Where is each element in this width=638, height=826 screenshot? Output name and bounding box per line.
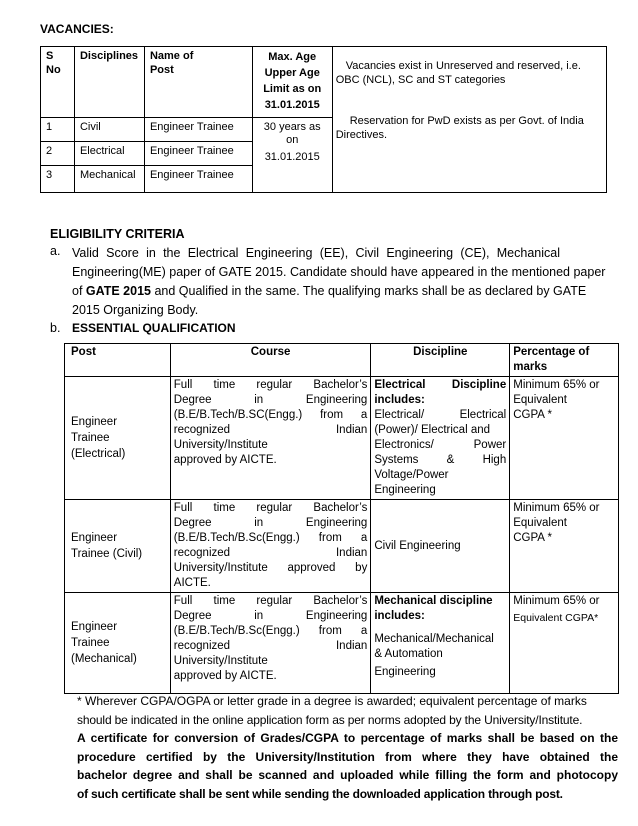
qual-course-line: recognized Indian — [173, 547, 368, 559]
qual-percentage-line: Minimum 65% or — [513, 379, 600, 391]
item-a-line: 2015 Organizing Body. — [72, 303, 199, 317]
qualification-table — [64, 343, 619, 694]
qual-course — [170, 500, 371, 593]
qualification-row — [65, 377, 619, 500]
qual-course-line: Degree in Engineering — [173, 517, 368, 529]
qual-course-line: approved by AICTE. — [173, 670, 277, 682]
header-sno-line: S — [46, 50, 54, 62]
footnote-line: should be indicated in the online application form as per norms adopted by the University/Institute. — [77, 712, 583, 727]
age-line: 30 years as — [263, 121, 321, 133]
header-post: Post — [65, 344, 171, 377]
qual-post-line: Trainee — [71, 637, 110, 649]
essential-qualification-heading: ESSENTIAL QUALIFICATION — [72, 321, 236, 335]
qual-course-line: (B.E/B.Tech/B.Sc(Engg.) from a — [173, 532, 368, 544]
note-line: Reservation for PwD exists as per Govt. of India — [349, 115, 584, 127]
item-a-text — [72, 244, 606, 320]
footnote-bold-line: bachelor degree and shall be scanned and uploaded while filling the form and photocopy — [77, 768, 618, 782]
qual-discipline-line: Systems & High — [374, 454, 507, 466]
qual-discipline-bold-line: includes: — [374, 394, 425, 406]
header-disciplines: Disciplines — [74, 47, 144, 118]
vacancy-discipline: Mechanical — [74, 166, 144, 193]
qual-course-line: Full time regular Bachelor’s — [173, 379, 368, 391]
item-a-marker: a. — [50, 244, 61, 258]
vacancies-header-row — [41, 47, 607, 118]
qual-post-line: (Electrical) — [71, 448, 126, 460]
qual-post-line: Engineer — [71, 416, 118, 428]
qual-discipline-line: Voltage/Power — [374, 469, 449, 481]
qual-course-line: recognized Indian — [173, 424, 368, 436]
qual-discipline — [371, 377, 510, 500]
header-post-line: Post — [149, 64, 174, 76]
header-sno-line: No — [46, 64, 61, 76]
footnote — [77, 692, 618, 803]
qual-discipline-bold-line: Mechanical discipline — [374, 595, 493, 607]
qual-percentage-line: Equivalent — [513, 517, 567, 529]
qual-percentage — [510, 593, 619, 694]
item-a-text-post: and Qualified in the same. The qualifying marks shall be as declared by GATE — [150, 284, 587, 298]
vacancy-post: Engineer Trainee — [144, 166, 252, 193]
qual-discipline-bold-line: Electrical Discipline — [374, 379, 507, 391]
header-post-line: Name of — [149, 50, 194, 62]
header-percentage-line: marks — [513, 361, 548, 373]
qual-course-line: Full time regular Bachelor’s — [173, 502, 368, 514]
qual-percentage — [510, 500, 619, 593]
qual-course-line: University/Institute approved by — [173, 562, 368, 574]
qual-post-line: Trainee (Civil) — [71, 548, 143, 560]
qual-course-line: Degree in Engineering — [173, 610, 368, 622]
qual-discipline-bold-line: includes: — [374, 610, 425, 622]
header-sno — [41, 47, 75, 118]
vacancy-sno: 3 — [41, 166, 75, 193]
qual-post-line: Engineer — [71, 532, 118, 544]
vacancy-discipline: Civil — [74, 118, 144, 142]
item-a-line: Valid Score in the Electrical Engineering (EE), Civil Engineering (CE), Mechanical — [72, 246, 560, 260]
qual-course-line: recognized Indian — [173, 640, 368, 652]
header-age-line: Max. Age — [268, 51, 317, 63]
qual-discipline-line: (Power)/ Electrical and — [374, 424, 491, 436]
vacancy-sno: 1 — [41, 118, 75, 142]
header-age-line: Upper Age — [264, 67, 320, 79]
note-line: Directives. — [335, 129, 388, 141]
vacancy-sno: 2 — [41, 142, 75, 166]
footnote-bold-line: A certificate for conversion of Grades/CGPA to percentage of marks shall be based on the — [77, 731, 618, 745]
qual-course — [170, 593, 371, 694]
qualification-row — [65, 500, 619, 593]
qual-discipline — [371, 500, 510, 593]
note-line: OBC (NCL), SC and ST categories — [335, 74, 506, 86]
qual-course-line: AICTE. — [173, 577, 211, 589]
qual-percentage-line: Equivalent CGPA* — [513, 612, 599, 624]
vacancy-age-limit — [252, 118, 332, 193]
footnote-bold-line: of such certificate shall be sent while sending the downloaded application through post. — [77, 786, 563, 801]
qual-course-line: Degree in Engineering — [173, 394, 368, 406]
qual-percentage-line: Minimum 65% or — [513, 595, 600, 607]
header-age-line: 31.01.2015 — [264, 99, 320, 111]
vacancies-table — [40, 46, 607, 193]
qual-course-line: Full time regular Bachelor’s — [173, 595, 368, 607]
qual-discipline-line: & Automation — [374, 648, 443, 660]
qual-post-line: Trainee — [71, 432, 110, 444]
vacancies-heading: VACANCIES: — [40, 22, 114, 36]
age-line: 31.01.2015 — [264, 151, 320, 163]
qual-discipline — [371, 593, 510, 694]
gate-2015-bold: GATE 2015 — [85, 284, 151, 298]
qual-discipline-line: Mechanical/Mechanical — [374, 633, 494, 645]
qual-percentage-line: Equivalent — [513, 394, 567, 406]
qual-course-line: approved by AICTE. — [173, 454, 277, 466]
item-a-line: Engineering(ME) paper of GATE 2015. Candidate should have appeared in the mentioned paper — [72, 265, 606, 279]
vacancy-post: Engineer Trainee — [144, 142, 252, 166]
header-percentage-line: Percentage of — [513, 346, 590, 358]
qual-discipline-line: Civil Engineering — [374, 539, 461, 552]
qual-course-line: (B.E/B.Tech/B.SC(Engg.) from a — [173, 409, 368, 421]
qual-discipline-line: Engineering — [374, 666, 436, 678]
footnote-bold-line: procedure certified by the University/Institution from where they have obtained the — [77, 749, 618, 764]
header-post — [144, 47, 252, 118]
vacancy-post: Engineer Trainee — [144, 118, 252, 142]
qual-discipline-line: Electronics/ Power — [374, 439, 507, 451]
qual-post — [65, 377, 171, 500]
vacancy-discipline: Electrical — [74, 142, 144, 166]
qual-post — [65, 593, 171, 694]
qual-discipline-line: Engineering — [374, 484, 436, 496]
qual-percentage-line: CGPA * — [513, 532, 553, 544]
qual-post — [65, 500, 171, 593]
qual-course — [170, 377, 371, 500]
item-a-text-pre: of — [72, 284, 86, 298]
note-line: Vacancies exist in Unreserved and reserved, i.e. — [345, 60, 581, 72]
qual-course-line: University/Institute — [173, 439, 268, 451]
header-discipline: Discipline — [371, 344, 510, 377]
qual-course-line: (B.E/B.Tech/B.Sc(Engg.) from a — [173, 625, 368, 637]
qual-percentage-line: CGPA * — [513, 409, 553, 421]
eligibility-heading: ELIGIBILITY CRITERIA — [50, 227, 185, 241]
qualification-row — [65, 593, 619, 694]
qual-course-line: University/Institute — [173, 655, 268, 667]
vacancies-notes-cell — [332, 47, 606, 193]
item-b-marker: b. — [50, 321, 61, 335]
qualification-header-row — [65, 344, 619, 377]
age-line: on — [286, 134, 299, 146]
header-course: Course — [170, 344, 371, 377]
qual-post-line: (Mechanical) — [71, 653, 137, 665]
qual-percentage-line: Minimum 65% or — [513, 502, 600, 514]
item-a-line — [72, 282, 587, 301]
header-percentage — [510, 344, 619, 377]
header-age-line: Limit as on — [263, 83, 322, 95]
qual-post-line: Engineer — [71, 621, 118, 633]
header-age — [252, 47, 332, 118]
footnote-line: * Wherever CGPA/OGPA or letter grade in a degree is awarded; equivalent percentage of marks — [77, 694, 587, 708]
qual-percentage — [510, 377, 619, 500]
qual-discipline-line: Electrical/ Electrical — [374, 409, 507, 421]
